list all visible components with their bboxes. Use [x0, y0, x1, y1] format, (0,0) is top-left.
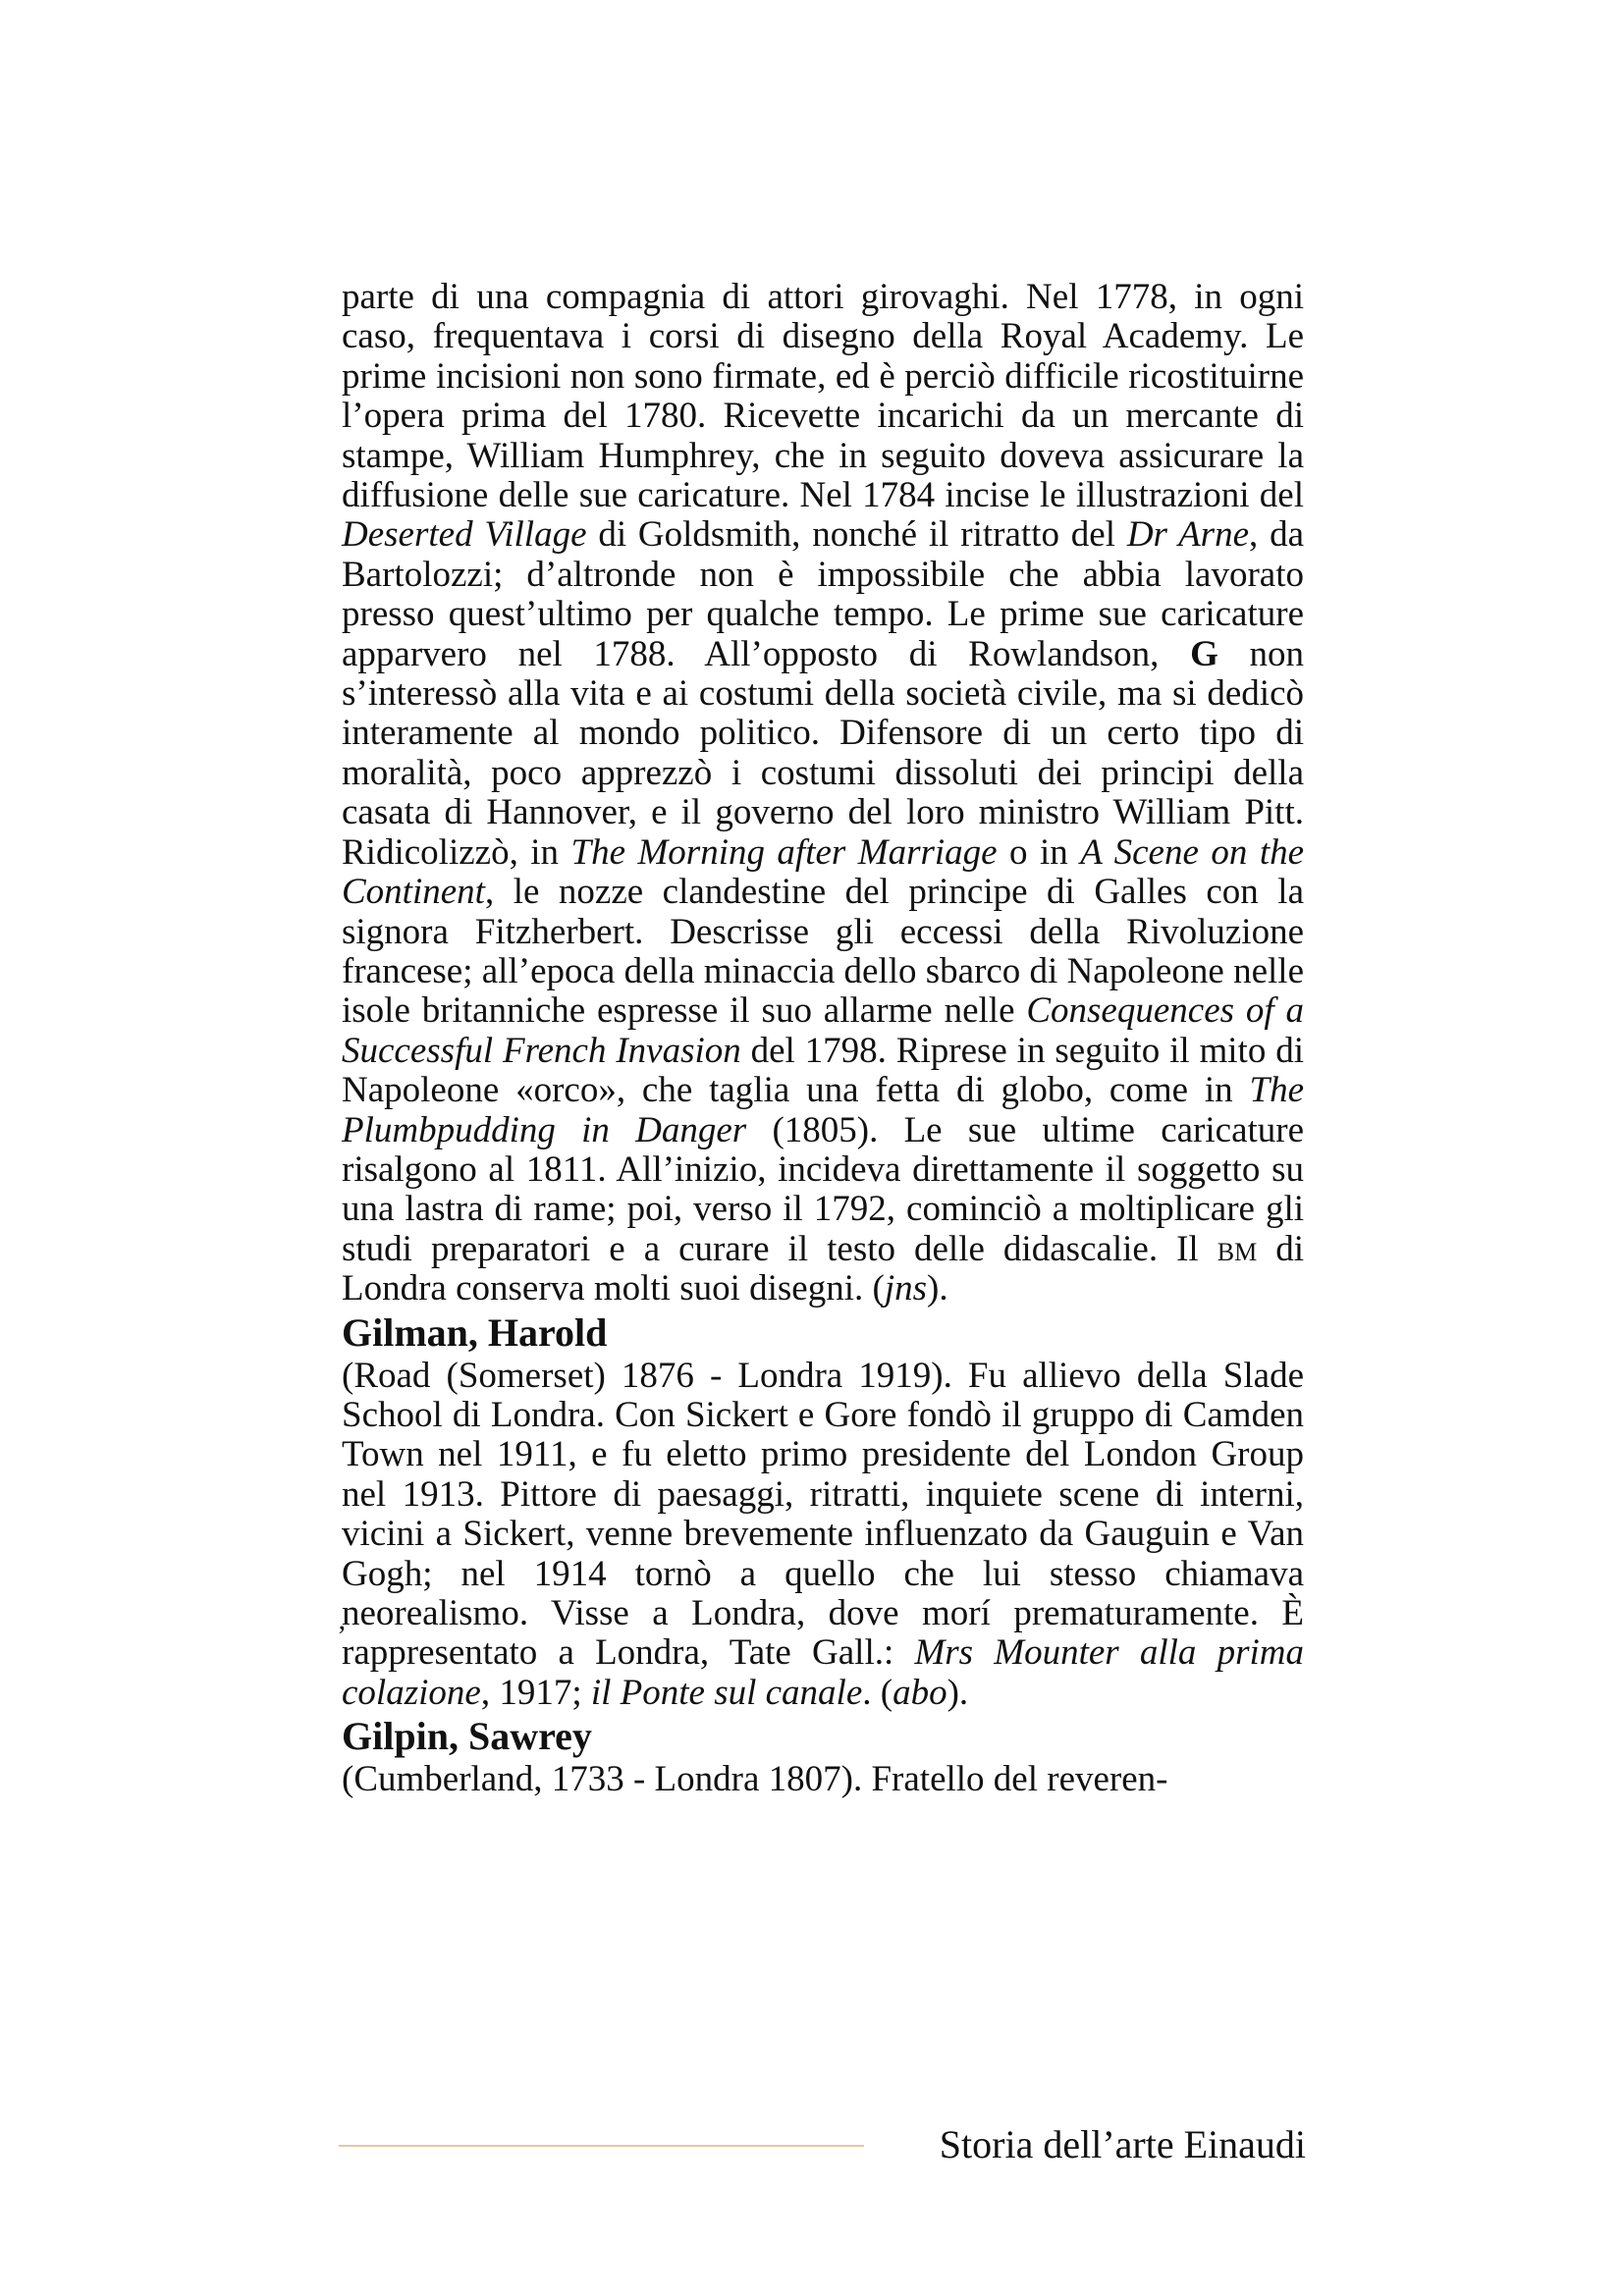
italic-title: A Scene on the Continent — [342, 831, 1305, 913]
text-run: (Cumberland, 1733 - Londra 1807). Fratello del reveren- — [342, 1759, 1168, 1800]
author-initials: abo — [893, 1672, 947, 1713]
italic-title: Mrs Mounter alla prima colazione — [342, 1632, 1305, 1713]
text-run: di Londra conserva molti suoi disegni. ( — [342, 1228, 1304, 1309]
entry-continuation-paragraph — [342, 278, 1304, 1309]
italic-title: Deserted Village — [342, 514, 587, 556]
museum-abbreviation: bm — [1217, 1228, 1258, 1269]
italic-title: Dr Arne — [1126, 514, 1250, 556]
footer-rule — [339, 2145, 864, 2147]
text-run: (1805). Le sue ultime caricature risalgono al 1811. All’inizio, incideva direttamente il soggetto su una lastra di rame; poi, verso il 1792, cominciò a moltiplicare gli studi preparatori e a curare il testo delle didascalie. Il — [342, 1109, 1305, 1269]
page-footer — [339, 2115, 1306, 2174]
publication-title: Storia dell’arte Einaudi — [939, 2122, 1306, 2166]
italic-title: il Ponte sul canale — [590, 1672, 863, 1713]
entry-paragraph — [342, 1760, 1304, 1799]
text-run: . ( — [862, 1672, 893, 1713]
text-run: ). — [947, 1672, 969, 1713]
author-initials: jns — [884, 1268, 928, 1309]
text-run: o in — [997, 831, 1081, 873]
entry-paragraph — [342, 1357, 1304, 1714]
entry-heading: Gilman, Harold — [342, 1309, 608, 1355]
italic-title: The Morning after Marriage — [570, 831, 998, 873]
text-run: del 1798. Riprese in seguito il mito di Napoleone «orco», che taglia una fetta di globo, come in — [342, 1030, 1304, 1111]
text-column — [342, 278, 1304, 1800]
text-run: , 1917; — [480, 1672, 591, 1713]
subject-initial: G — [1190, 633, 1218, 674]
text-run: , da Bartolozzi; d’altronde non è impossibile che abbia lavorato presso quest’ultimo per qualche tempo. Le prime sue caricature apparvero nel 1788. All’opposto di Rowlandson, — [342, 514, 1305, 674]
entry-heading: Gilpin, Sawrey — [342, 1714, 592, 1759]
text-run: , le nozze clandestine del principe di Galles con la signora Fitzherbert. Descrisse gli eccessi della Rivoluzione francese; all’epoca della minaccia dello sbarco di Napoleone nelle isole britanniche espresse il suo allarme nelle — [342, 872, 1305, 1032]
text-run: di Goldsmith, nonché il ritratto del — [586, 514, 1127, 556]
text-run: ). — [927, 1268, 948, 1309]
text-run: (Road (Somerset) 1876 - Londra 1919). Fu allievo della Slade School di Londra. Con Sickert e Gore fondò il gruppo di Camden Town nel 1911, e fu eletto primo presidente del London Group nel 1913. Pittore di paesaggi, ritratti, inquiete scene di interni, vicini a Sickert, venne brevemente influenzato da Gauguin e Van Gogh; nel 1914 tornò a quello che lui stesso chiamava ̦neorealismo. Visse a Londra, dove morí prematuramente. È rappresentato a Londra, Tate Gall.: — [342, 1355, 1304, 1674]
italic-title: Consequences of a Successful French Invasion — [342, 990, 1304, 1071]
text-run: non s’interessò alla vita e ai costumi della società civile, ma si dedicò interamente al mondo politico. Difensore di un certo tipo di moralità, poco apprezzò i costumi dissoluti dei principi della casata di Hannover, e il governo del loro ministro William Pitt. Ridicolizzò, in — [342, 633, 1304, 873]
italic-title: The Plumbpudding in Danger — [342, 1070, 1304, 1150]
text-run: parte di una compagnia di attori girovaghi. Nel 1778, in ogni caso, frequentava i corsi di disegno della Royal Academy. Le prime incisioni non sono firmate, ed è perciò difficile ricostituirne l’opera prima del 1780. Ricevette incarichi da un mercante di stampe, William Humphrey, che in seguito doveva assicurare la diffusione delle sue caricature. Nel 1784 incise le illustrazioni del — [342, 277, 1304, 516]
